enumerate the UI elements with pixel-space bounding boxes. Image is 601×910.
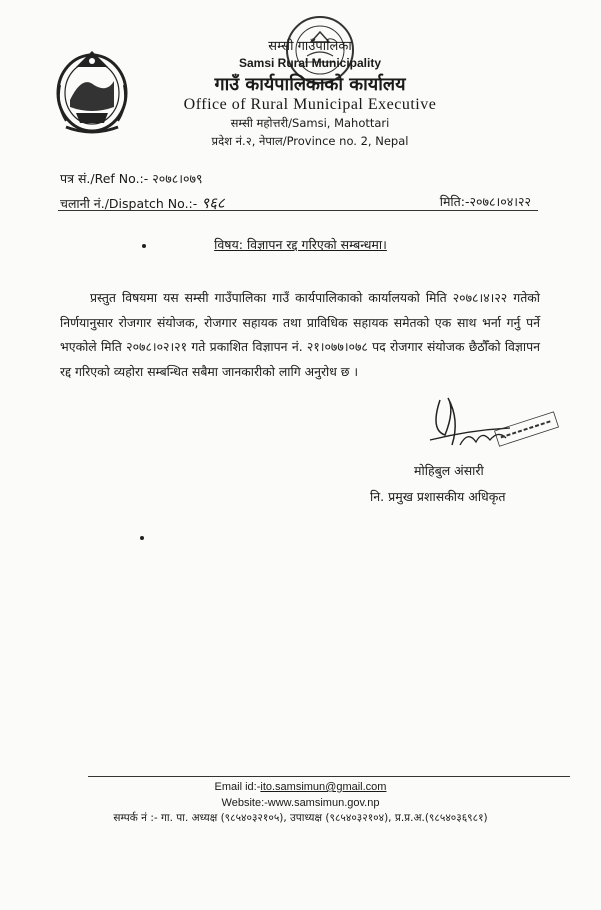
email-label: Email id:-: [214, 781, 261, 793]
municipality-name-np: सम्सी गाउँपालिका: [268, 39, 352, 54]
email-link[interactable]: ito.samsimun@gmail.com: [260, 781, 387, 793]
letter-body: प्रस्तुत विषयमा यस सम्सी गाउँपालिका गाउँ कार्यपालिकाको कार्यालयको मिति २०७८।४।२२ गतेको निर्णयानुसार रोजगार संयोजक, रोजगार सहायक तथा प्राविधिक सहायक समेतको एक साथ भर्ना गर्नु पर्ने भएकोले मिति २०७८।०२।२१ गते प्रकाशित विज्ञापन नं. २१।०७७।०७८ पद रोजगार संयोजक छैठौँको विज्ञापन रद्द गरिएको व्यहोरा सम्बन्धित सबैमा जानकारीको लागि अनुरोध छ ।: [60, 290, 540, 379]
signer-title: नि. प्रमुख प्रशासकीय अधिकृत: [370, 489, 506, 504]
header-divider: [58, 210, 538, 211]
office-name-np: गाउँ कार्यपालिकाको कार्यालय: [214, 74, 406, 95]
letter-date: मिति:-२०७८।०४।२२: [439, 194, 531, 209]
footer-website[interactable]: Website:-www.samsimun.gov.np: [221, 797, 380, 809]
office-province: प्रदेश नं.२, नेपाल/Province no. 2, Nepal: [211, 134, 409, 148]
dispatch-label: चलानी नं./Dispatch No.:-: [60, 196, 198, 211]
signer-name: मोहिबुल अंसारी: [414, 463, 484, 478]
reference-number: पत्र सं./Ref No.:- २०७८।०७९: [60, 171, 203, 186]
handwritten-signature: [410, 390, 560, 460]
footer-divider: [88, 776, 570, 777]
office-name-en: Office of Rural Municipal Executive: [183, 96, 437, 113]
dispatch-value: ९६८: [201, 194, 225, 212]
municipality-name-en: Samsi Rural Municipality: [238, 56, 382, 70]
office-address: सम्सी महोत्तरी/Samsi, Mahottari: [230, 116, 390, 130]
bullet-dot: [140, 536, 144, 540]
footer-contact: सम्पर्क नं :- गा. पा. अध्यक्ष (९८५४०३२१०५), उपाध्यक्ष (९८५४०३२१०४), प्र.प्र.अ.(९८५४०३६९८१): [113, 812, 488, 824]
subject-line: विषय: विज्ञापन रद्द गरिएको सम्बन्धमा।: [214, 237, 387, 252]
footer-email: [0, 781, 601, 793]
